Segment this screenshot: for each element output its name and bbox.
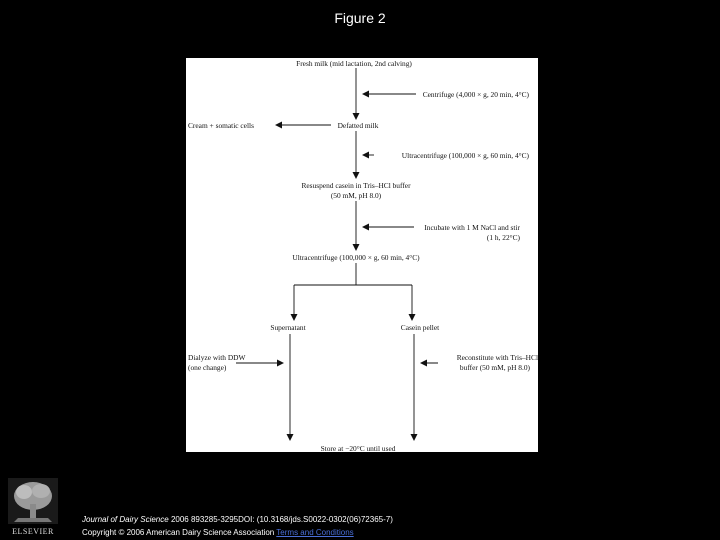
- ultracentrifuge-step-2: Ultracentrifuge (100,000 × g, 60 min, 4°C): [292, 253, 420, 262]
- incubate-step-line2: (1 h, 22°C): [486, 233, 520, 242]
- incubate-step-line1: Incubate with 1 M NaCl and stir: [424, 223, 520, 232]
- centrifuge-step: Centrifuge (4,000 × g, 20 min, 4°C): [422, 90, 529, 99]
- casein-pellet-node: Casein pellet: [400, 323, 440, 332]
- defatted-milk-node: Defatted milk: [337, 121, 379, 130]
- supernatant-node: Supernatant: [270, 323, 306, 332]
- cream-somatic-node: Cream + somatic cells: [188, 121, 254, 130]
- reconstitute-step-line2: buffer (50 mM, pH 8.0): [459, 363, 530, 372]
- start-node: Fresh milk (mid lactation, 2nd calving): [296, 59, 412, 68]
- ultracentrifuge-step-1: Ultracentrifuge (100,000 × g, 60 min, 4°C): [401, 151, 529, 160]
- dialyze-step-line1: Dialyze with DDW: [188, 353, 246, 362]
- elsevier-logo: [8, 478, 58, 536]
- resuspend-node-line1: Resuspend casein in Tris–HCl buffer: [301, 181, 411, 190]
- citation-line: [82, 513, 393, 526]
- flowchart-diagram: [186, 58, 538, 452]
- citation-details: 2006 893285-3295DOI: (10.3168/jds.S0022-0302(06)72365-7): [168, 515, 393, 524]
- copyright-line: [82, 526, 393, 539]
- store-node: Store at −20°C until used: [320, 444, 396, 452]
- terms-link[interactable]: Terms and Conditions: [276, 528, 354, 537]
- copyright-text: Copyright © 2006 American Dairy Science Association: [82, 528, 275, 537]
- journal-name: Journal of Dairy Science: [82, 515, 169, 524]
- logo-wordmark: ELSEVIER: [12, 527, 54, 536]
- footer-citation: [82, 513, 393, 539]
- resuspend-node-line2: (50 mM, pH 8.0): [330, 191, 382, 200]
- slide-title: Figure 2: [334, 10, 386, 26]
- flowchart-figure: [186, 58, 538, 452]
- tree-icon: [8, 478, 58, 524]
- dialyze-step-line2: (one change): [188, 363, 227, 372]
- reconstitute-step-line1: Reconstitute with Tris–HCl: [456, 353, 538, 362]
